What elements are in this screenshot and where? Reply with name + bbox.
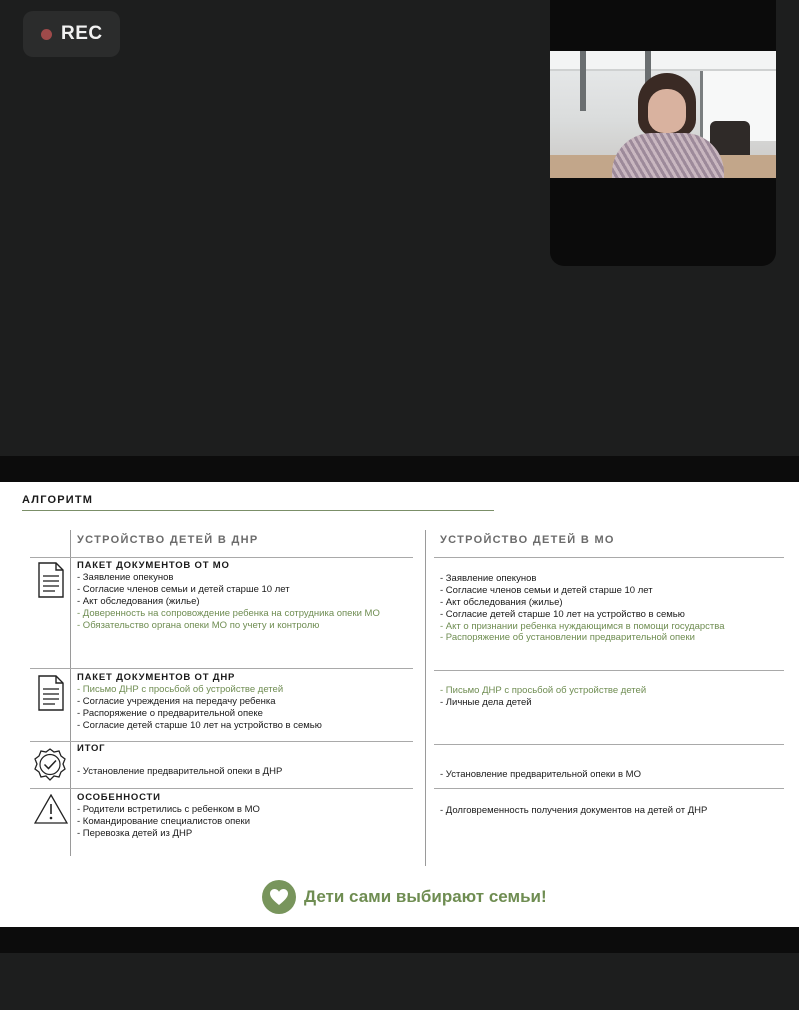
- list-item: - Доверенность на сопровождение ребенка на сотрудника опеки МО: [77, 608, 380, 619]
- row-divider: [434, 557, 784, 558]
- list-item: - Заявление опекунов: [440, 573, 537, 584]
- shared-screen-top-border: [0, 456, 799, 482]
- list-item: - Письмо ДНР с просьбой об устройстве детей: [440, 685, 647, 696]
- row-divider: [30, 741, 413, 742]
- block-heading: ПАКЕТ ДОКУМЕНТОВ ОТ МО: [77, 560, 230, 571]
- block-heading: ИТОГ: [77, 743, 106, 754]
- list-item: - Акт о признании ребенка нуждающимся в помощи государства: [440, 621, 725, 632]
- participant-video-feed: [550, 51, 776, 178]
- list-item: - Заявление опекунов: [77, 572, 174, 583]
- left-result-block: [77, 743, 417, 778]
- right-column-header: УСТРОЙСТВО ДЕТЕЙ В МО: [440, 534, 615, 546]
- right-mo-docs-block: [440, 573, 785, 644]
- recording-indicator[interactable]: [23, 11, 120, 57]
- block-heading: ОСОБЕННОСТИ: [77, 792, 161, 803]
- list-item: - Согласие детей старше 10 лет на устройство в семью: [77, 720, 322, 731]
- left-divider: [70, 530, 71, 856]
- list-item: - Согласие учреждения на передачу ребенка: [77, 696, 276, 707]
- right-result-block: [440, 769, 785, 781]
- list-item: - Распоряжение об установлении предварительной опеки: [440, 632, 695, 643]
- left-features-block: [77, 792, 417, 840]
- left-mo-docs-block: [77, 560, 417, 632]
- left-dnr-docs-block: [77, 672, 417, 732]
- row-divider: [434, 670, 784, 671]
- left-column-header: УСТРОЙСТВО ДЕТЕЙ В ДНР: [77, 534, 259, 546]
- record-dot-icon: [41, 29, 52, 40]
- slide-footer-message: [262, 880, 547, 914]
- list-item: - Установление предварительной опеки в МО: [440, 769, 641, 780]
- shared-screen-bottom-border: [0, 927, 799, 953]
- list-item: - Личные дела детей: [440, 697, 532, 708]
- document-icon: [37, 675, 65, 711]
- list-item: - Письмо ДНР с просьбой об устройстве детей: [77, 684, 284, 695]
- list-item: - Согласие членов семьи и детей старше 10 лет: [77, 584, 290, 595]
- recording-label: REC: [61, 23, 103, 44]
- list-item: - Обязательство органа опеки МО по учету и контролю: [77, 620, 320, 631]
- shared-slide: [0, 482, 799, 927]
- heart-icon: [262, 880, 296, 914]
- list-item: - Акт обследования (жилье): [77, 596, 200, 607]
- right-dnr-docs-block: [440, 685, 785, 709]
- list-item: - Командирование специалистов опеки: [77, 816, 250, 827]
- row-divider: [434, 788, 784, 789]
- document-icon: [37, 562, 65, 598]
- row-divider: [30, 557, 413, 558]
- warning-icon: [34, 794, 68, 824]
- list-item: - Установление предварительной опеки в ДНР: [77, 766, 283, 777]
- center-divider: [425, 530, 426, 866]
- title-underline: [22, 510, 494, 511]
- list-item: - Долговременность получения документов на детей от ДНР: [440, 805, 708, 816]
- row-divider: [434, 744, 784, 745]
- right-features-block: [440, 805, 785, 817]
- footer-slogan: Дети сами выбирают семьи!: [304, 887, 547, 906]
- row-divider: [30, 788, 413, 789]
- row-divider: [30, 668, 413, 669]
- list-item: - Родители встретились с ребенком в МО: [77, 804, 260, 815]
- slide-title: АЛГОРИТМ: [22, 494, 94, 506]
- participant-video-tile[interactable]: [550, 0, 776, 266]
- checkmark-badge-icon: [33, 748, 67, 782]
- block-heading: ПАКЕТ ДОКУМЕНТОВ ОТ ДНР: [77, 672, 236, 683]
- list-item: - Распоряжение о предварительной опеке: [77, 708, 263, 719]
- list-item: - Согласие детей старше 10 лет на устройство в семью: [440, 609, 685, 620]
- list-item: - Перевозка детей из ДНР: [77, 828, 193, 839]
- list-item: - Акт обследования (жилье): [440, 597, 563, 608]
- list-item: - Согласие членов семьи и детей старше 10 лет: [440, 585, 653, 596]
